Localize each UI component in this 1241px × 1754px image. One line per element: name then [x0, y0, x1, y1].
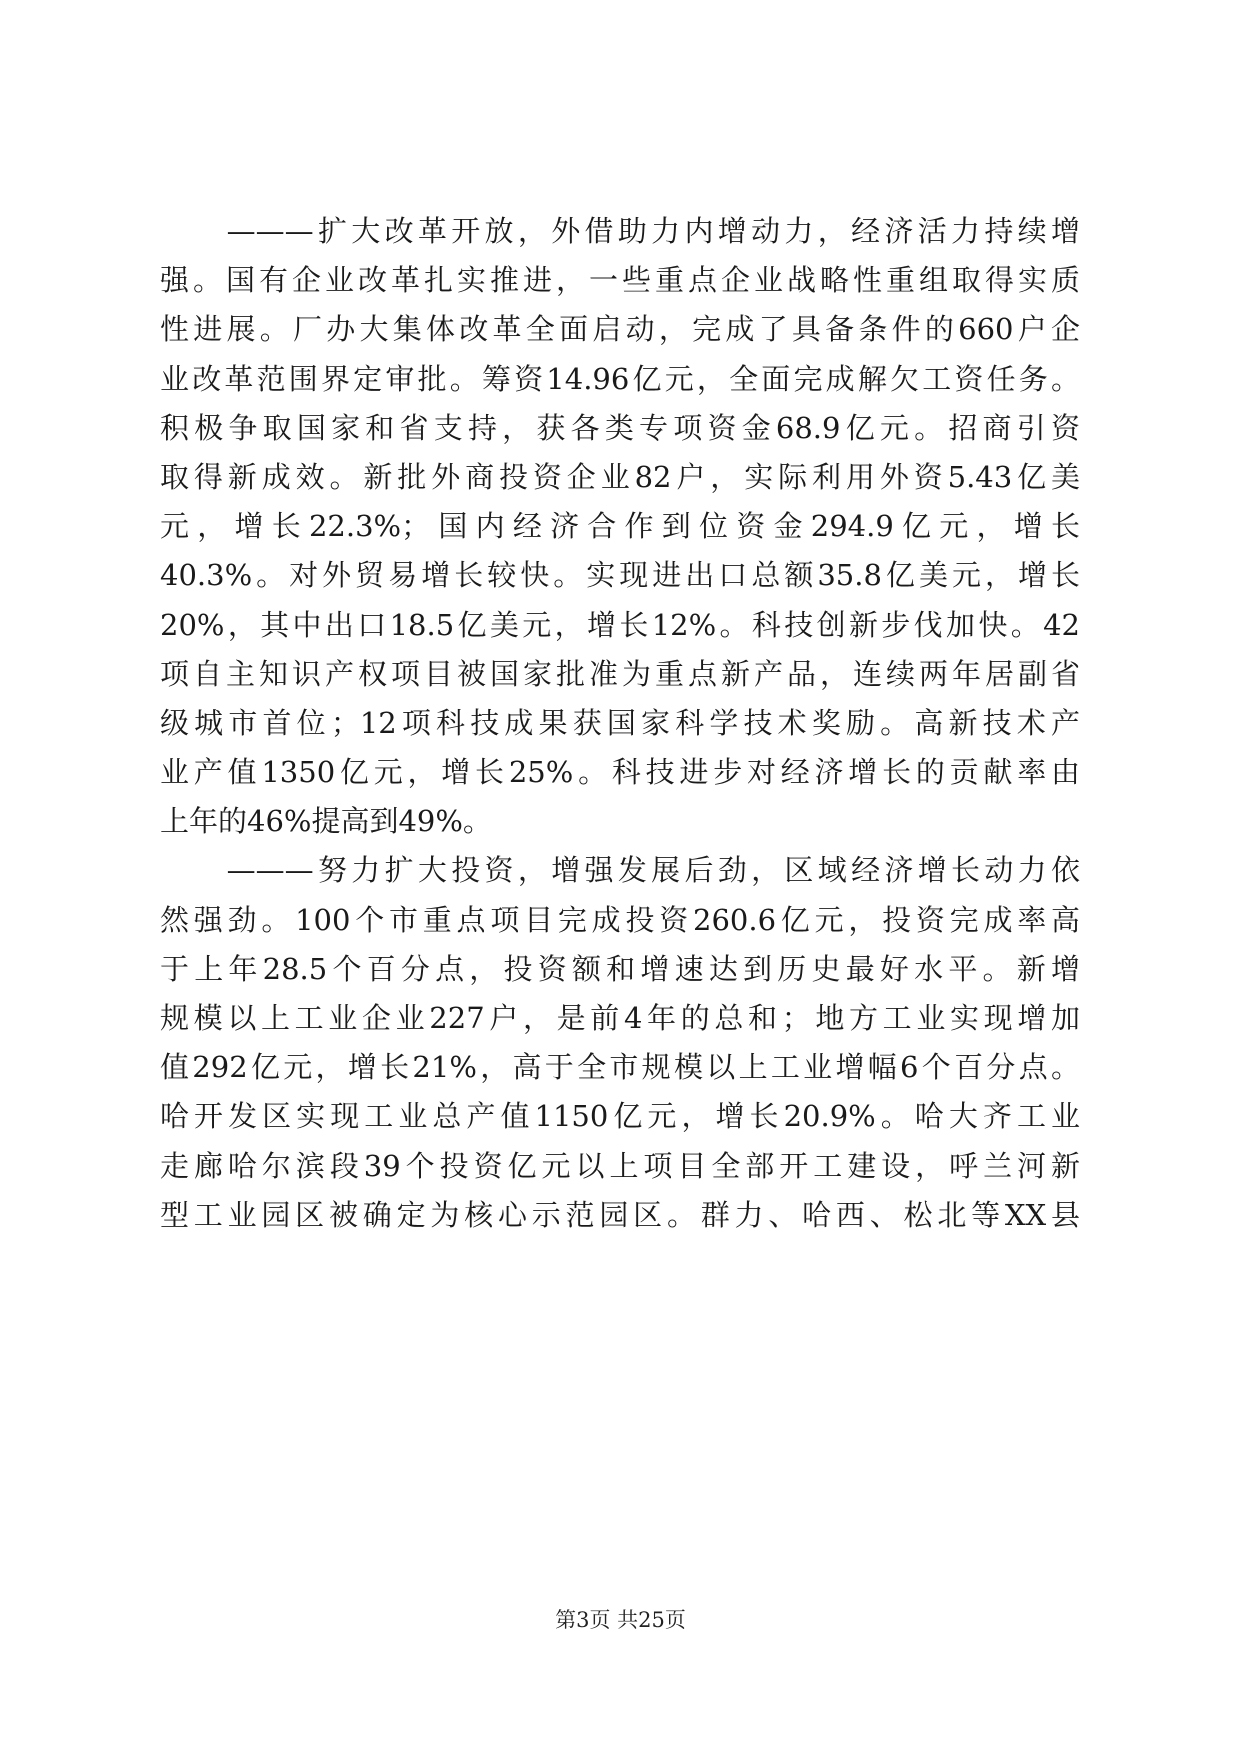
text-line: 强。国有企业改革扎实推进，一些重点企业战略性重组取得实质 — [160, 263, 1080, 298]
text-line: 走廊哈尔滨段39个投资亿元以上项目全部开工建设，呼兰河新 — [160, 1148, 1080, 1183]
text-line: 级城市首位；12项科技成果获国家科学技术奖励。高新技术产 — [160, 705, 1080, 740]
text-line: 元，增长22.3%；国内经济合作到位资金294.9亿元，增长 — [160, 509, 1080, 544]
text-line: 性进展。厂办大集体改革全面启动，完成了具备条件的660户企 — [160, 312, 1080, 347]
text-line: 20%，其中出口18.5亿美元，增长12%。科技创新步伐加快。42 — [160, 607, 1080, 642]
text-line: 值292亿元，增长21%，高于全市规模以上工业增幅6个百分点。 — [160, 1050, 1080, 1085]
text-line: ———扩大改革开放，外借助力内增动力，经济活力持续增 — [160, 214, 1080, 248]
text-line: 40.3%。对外贸易增长较快。实现进出口总额35.8亿美元，增长 — [160, 558, 1080, 593]
text-line: 上年的46%提高到49%。 — [160, 804, 492, 839]
text-line: 取得新成效。新批外商投资企业82户，实际利用外资5.43亿美 — [160, 459, 1080, 494]
text-line: 业改革范围界定审批。筹资14.96亿元，全面完成解欠工资任务。 — [160, 361, 1080, 396]
text-line: 型工业园区被确定为核心示范园区。群力、哈西、松北等XX县 — [160, 1197, 1080, 1232]
text-line: 于上年28.5个百分点，投资额和增速达到历史最好水平。新增 — [160, 951, 1080, 986]
text-line: 积极争取国家和省支持，获各类专项资金68.9亿元。招商引资 — [160, 410, 1080, 445]
page-footer: 第3页 共25页 — [555, 1608, 686, 1632]
text-line: ———努力扩大投资，增强发展后劲，区域经济增长动力依 — [160, 853, 1080, 888]
text-line: 然强劲。100个市重点项目完成投资260.6亿元，投资完成率高 — [160, 902, 1080, 937]
text-line: 规模以上工业企业227户，是前4年的总和；地方工业实现增加 — [160, 1001, 1080, 1035]
text-line: 项自主知识产权项目被国家批准为重点新产品，连续两年居副省 — [160, 656, 1080, 691]
text-line: 业产值1350亿元，增长25%。科技进步对经济增长的贡献率由 — [160, 755, 1080, 790]
text-line: 哈开发区实现工业总产值1150亿元，增长20.9%。哈大齐工业 — [160, 1099, 1080, 1134]
body-text — [160, 207, 1080, 1240]
